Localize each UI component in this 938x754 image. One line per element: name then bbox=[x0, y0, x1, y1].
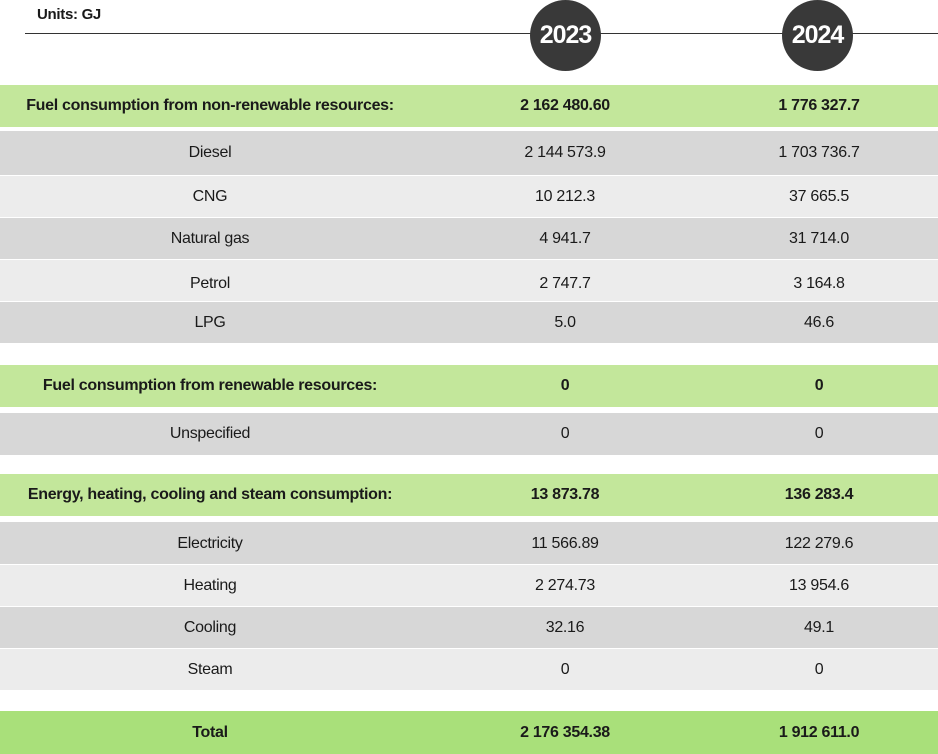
row-label: LPG bbox=[194, 313, 226, 331]
value-2023: 32.16 bbox=[545, 618, 585, 636]
section-header-non-renewable bbox=[0, 85, 938, 127]
value-2023: 2 162 480.60 bbox=[520, 97, 610, 114]
year-2024-badge: 2024 bbox=[782, 0, 853, 71]
units-label: Units: GJ bbox=[37, 6, 101, 23]
row-label: Fuel consumption from renewable resources: bbox=[42, 377, 378, 394]
row-label: Diesel bbox=[188, 144, 232, 161]
value-2024: 13 954.6 bbox=[789, 576, 849, 594]
row-label: Unspecified bbox=[169, 425, 251, 442]
value-2024: 37 665.5 bbox=[789, 187, 849, 205]
value-2024: 1 703 736.7 bbox=[778, 144, 860, 161]
value-2023: 2 747.7 bbox=[539, 274, 591, 292]
value-2023: 0 bbox=[560, 377, 570, 394]
section-header-energy bbox=[0, 474, 938, 516]
table-row-cng bbox=[0, 176, 938, 217]
row-label: Heating bbox=[183, 576, 237, 594]
row-label: Steam bbox=[187, 660, 233, 678]
table-row-lpg bbox=[0, 302, 938, 343]
table-row-cooling bbox=[0, 607, 938, 648]
table-row-steam bbox=[0, 649, 938, 690]
value-2024: 49.1 bbox=[804, 618, 834, 636]
row-label: Electricity bbox=[177, 535, 243, 552]
value-2023: 2 176 354.38 bbox=[520, 723, 610, 741]
section-header-renewable bbox=[0, 365, 938, 407]
row-label: CNG bbox=[192, 187, 228, 205]
value-2024: 136 283.4 bbox=[784, 486, 854, 503]
value-2024: 1 912 611.0 bbox=[778, 723, 860, 741]
value-2024: 1 776 327.7 bbox=[778, 97, 860, 114]
row-label: Total bbox=[192, 723, 228, 741]
value-2024: 122 279.6 bbox=[784, 535, 854, 552]
value-2023: 2 144 573.9 bbox=[524, 144, 606, 161]
value-2024: 46.6 bbox=[804, 313, 834, 331]
value-2023: 11 566.89 bbox=[531, 535, 599, 552]
value-2023: 10 212.3 bbox=[535, 187, 595, 205]
value-2023: 5.0 bbox=[554, 313, 576, 331]
value-2024: 0 bbox=[814, 377, 824, 394]
row-label: Energy, heating, cooling and steam consumption: bbox=[27, 486, 393, 503]
value-2023: 0 bbox=[560, 660, 570, 678]
table-row-diesel bbox=[0, 131, 938, 175]
table-row-electricity bbox=[0, 522, 938, 564]
value-2023: 4 941.7 bbox=[539, 229, 591, 247]
year-2023-badge: 2023 bbox=[530, 0, 601, 71]
table-row-natural-gas bbox=[0, 218, 938, 259]
table-row-unspecified bbox=[0, 413, 938, 455]
row-label: Cooling bbox=[183, 618, 237, 636]
table-row-heating bbox=[0, 565, 938, 606]
row-label: Natural gas bbox=[170, 229, 250, 247]
row-label: Fuel consumption from non-renewable resources: bbox=[26, 97, 394, 114]
table-row-petrol bbox=[0, 260, 938, 301]
value-2024: 3 164.8 bbox=[793, 274, 845, 292]
total-row bbox=[0, 711, 938, 754]
value-2024: 31 714.0 bbox=[789, 229, 849, 247]
value-2024: 0 bbox=[814, 660, 824, 678]
value-2023: 13 873.78 bbox=[530, 486, 600, 503]
value-2023: 0 bbox=[560, 425, 570, 442]
value-2023: 2 274.73 bbox=[535, 576, 595, 594]
value-2024: 0 bbox=[814, 425, 824, 442]
row-label: Petrol bbox=[190, 274, 230, 292]
